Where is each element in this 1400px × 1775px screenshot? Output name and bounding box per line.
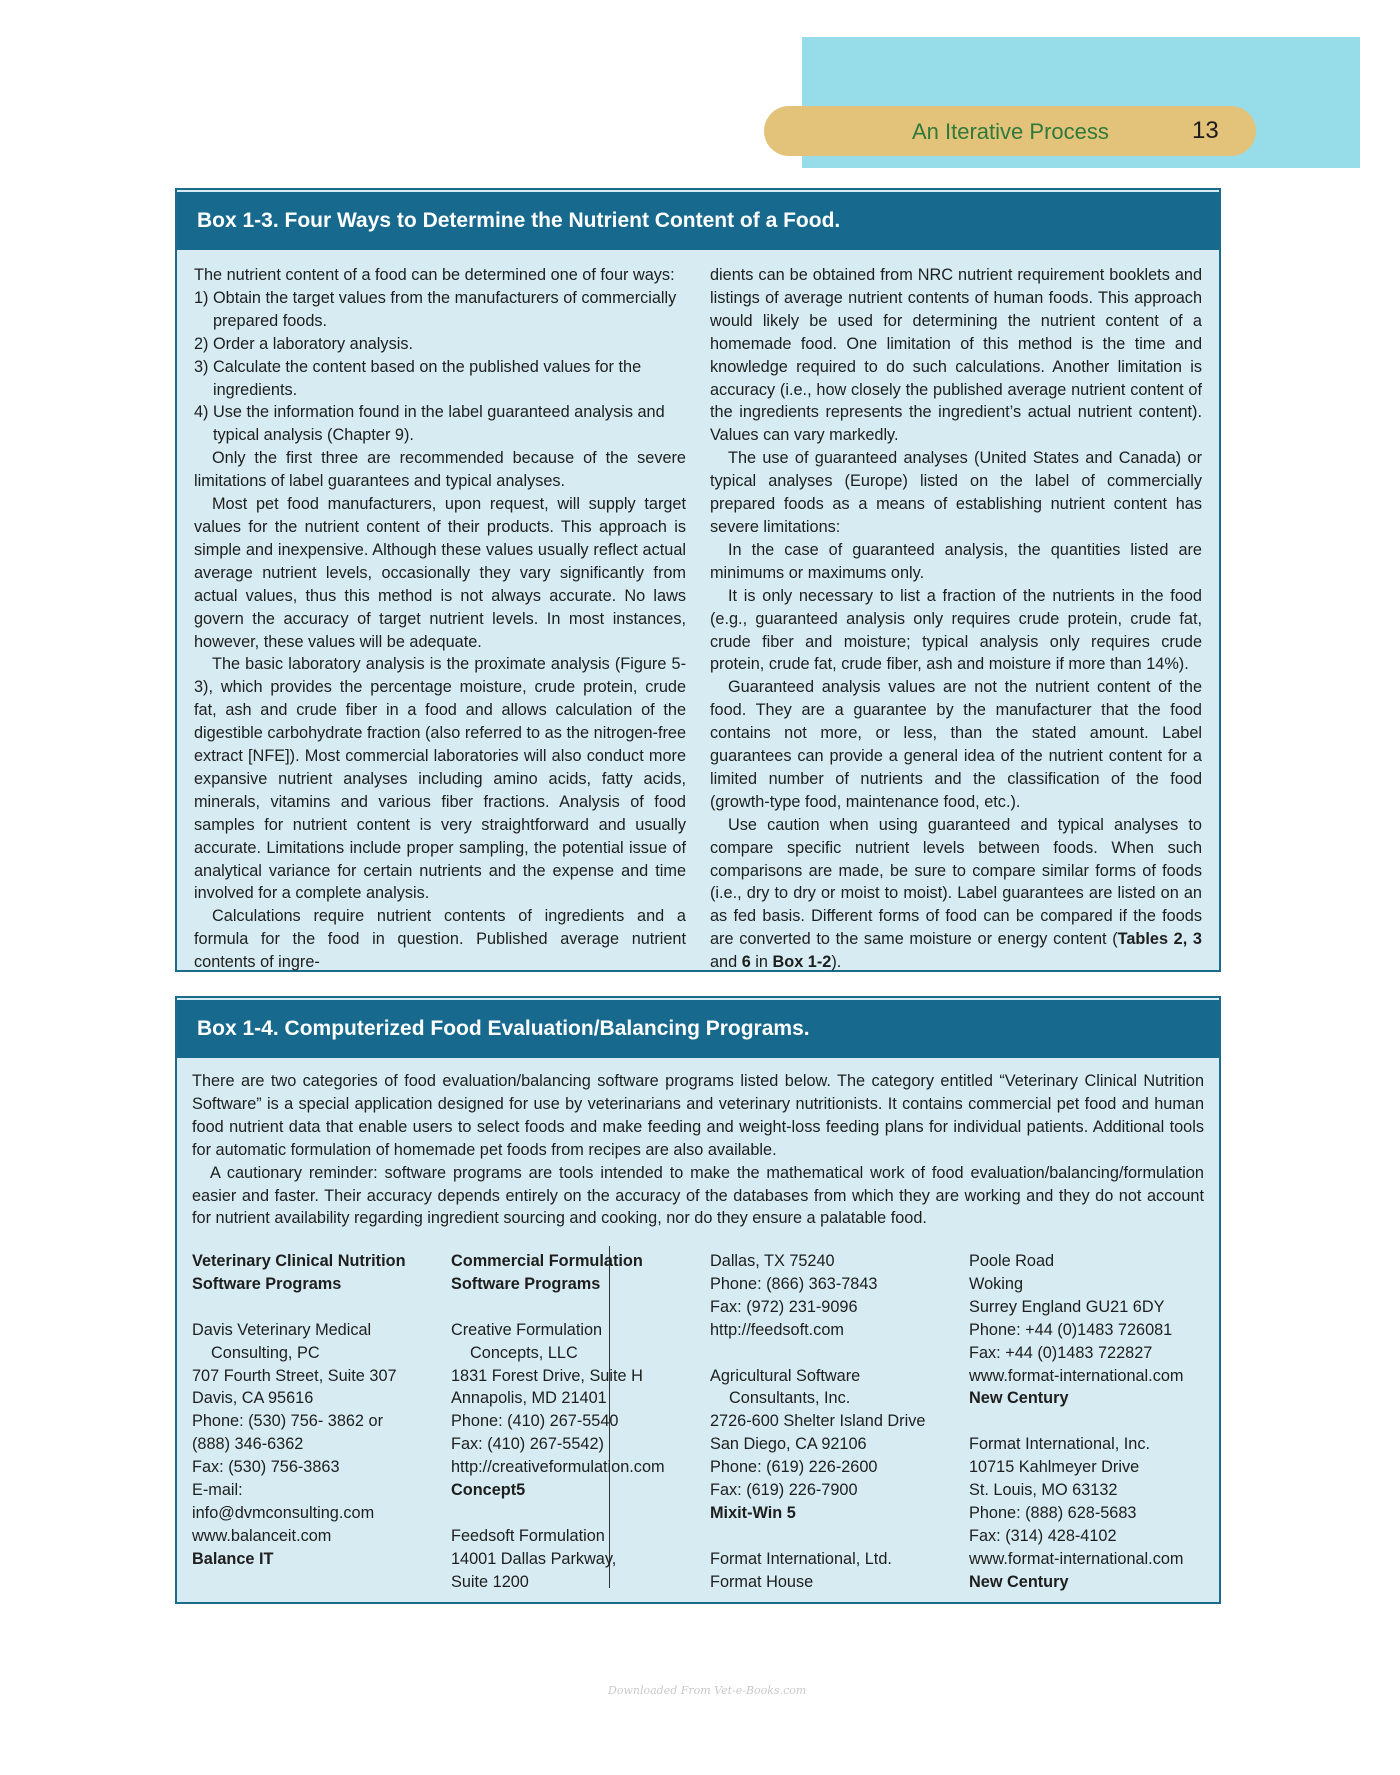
column-heading: Veterinary Clinical Nutrition: [192, 1252, 406, 1270]
text: in: [750, 953, 773, 972]
program-column-4: [969, 1250, 1208, 1594]
vendor-line: Dallas, TX 75240: [710, 1252, 835, 1270]
box-1-4-title: Box 1-4. Computerized Food Evaluation/Balancing Programs.: [177, 1000, 1219, 1058]
column-heading: Software Programs: [192, 1274, 342, 1293]
vendor-line: Concepts, LLC: [470, 1343, 578, 1362]
vendor-line: Format International, Inc.: [969, 1435, 1150, 1454]
vendor-line: E-mail:: [192, 1481, 243, 1500]
paragraph: Most pet food manufacturers, upon request, will supply target values for the nutrient content of their products. This approach is simple and inexpensive. Although these values usually reflect actual average nutrient levels, occasionally they vary significantly from actual values, thus this method is not always accurate. No laws govern the accuracy of target nutrient levels. In most instances, however, these values will be adequate.: [194, 495, 686, 651]
vendor-line: Surrey England GU21 6DY: [969, 1297, 1165, 1316]
paragraph-text: Use caution when using guaranteed and typical analyses to compare specific nutrient levels between foods. When such comparisons are made, be sure to compare similar forms of foods (i.e., dry to dry or moist to moist). Label guarantees are listed on an as fed basis. Different forms of food can be compared if the foods are converted to the same moisture or energy content (: [710, 815, 1202, 949]
vendor-line: www.balanceit.com: [192, 1526, 332, 1545]
paragraph: It is only necessary to list a fraction of the nutrients in the food (e.g., guaranteed analysis only requires crude protein, crude fat, crude fiber and moisture; typical analysis only requires crude protein, crude fat, crude fiber, ash and moisture if more than 14%).: [710, 586, 1202, 674]
page-number: 13: [1192, 117, 1219, 144]
vendor-line: Fax: (530) 756-3863: [192, 1458, 340, 1477]
vendor-line: Feedsoft Formulation: [451, 1526, 605, 1545]
vendor-line: (888) 346-6362: [192, 1435, 304, 1454]
text: and: [710, 953, 742, 972]
paragraph: Guaranteed analysis values are not the nutrient content of the food. They are a guarantee by the manufacturer that the food contains not more, or less, than the stated amount. Label guarantees can provide a general idea of the nutrient content for a limited number of nutrients and the classification of the food (growth-type food, maintenance food, etc.).: [710, 678, 1202, 811]
paragraph: The basic laboratory analysis is the proximate analysis (Figure 5-3), which provides the percentage moisture, crude protein, crude fat, ash and crude fiber in a food and allows calculation of the digestible carbohydrate fraction (also referred to as the nitrogen-free extract [NFE]). Most commercial laboratories will also conduct more expansive nutrient analyses including amino acids, fatty acids, minerals, vitamins and various fiber fractions. Analysis of food samples for nutrient content is very straightforward and usually accurate. Limitations include proper sampling, the potential issue of analytical variance for certain nutrients and the expense and time involved for a complete analysis.: [194, 655, 686, 903]
list-item: 1) Obtain the target values from the manufacturers of commercially prepared foods.: [194, 288, 677, 330]
vendor-line: Fax: (314) 428-4102: [969, 1526, 1117, 1545]
table-reference: Tables 2, 3: [1117, 930, 1202, 949]
vendor-line: 2726-600 Shelter Island Drive: [710, 1412, 926, 1431]
list-item: 4) Use the information found in the label guaranteed analysis and typical analysis (Chapter 9).: [194, 403, 665, 445]
vendor-line: 10715 Kahlmeyer Drive: [969, 1458, 1140, 1477]
list-item: 2) Order a laboratory analysis.: [194, 334, 413, 353]
vendor-line: Phone: +44 (0)1483 726081: [969, 1320, 1173, 1339]
paragraph: dients can be obtained from NRC nutrient requirement booklets and listings of average nutrient contents of human foods. This approach would likely be used for determining the nutrient content of a homemade food. One limitation of this method is the time and knowledge required to do such calculations. Another limitation is accuracy (i.e., how closely the published average nutrient content of the ingredients represents the ingredient’s actual nutrient content). Values can vary markedly.: [710, 266, 1202, 445]
paragraph-with-references: [710, 814, 1202, 974]
vendor-line: Fax: (972) 231-9096: [710, 1297, 858, 1316]
product-name: Balance IT: [192, 1549, 274, 1568]
table-reference: 6: [741, 953, 751, 972]
paragraph: Calculations require nutrient contents of ingredients and a formula for the food in question. Published average nutrient contents of ingre-: [194, 907, 686, 972]
paragraph: There are two categories of food evaluation/balancing software programs listed below. The category entitled “Veterinary Clinical Nutrition Software” is a special application designed for use by veterinarians and veterinary nutritionists. It contains commercial pet food and human food nutrient data that enable users to select foods and make feeding and weight-loss feeding plans for individual patients. Additional tools for automatic formulation of homemade pet foods from recipes are also available.: [192, 1072, 1204, 1159]
column-heading: Commercial Formulation: [451, 1252, 643, 1270]
column-heading: Software Programs: [451, 1274, 601, 1293]
product-name: New Century: [969, 1389, 1069, 1408]
vendor-line: www.format-international.com: [969, 1549, 1184, 1568]
vendor-line: Annapolis, MD 21401: [451, 1389, 607, 1408]
vendor-line: 707 Fourth Street, Suite 307: [192, 1366, 397, 1385]
box-1-3: [175, 188, 1221, 972]
box-1-4: [175, 996, 1221, 1604]
vendor-line: http://feedsoft.com: [710, 1320, 844, 1339]
box-1-3-right-column: [710, 264, 1202, 974]
chapter-title: An Iterative Process: [912, 119, 1109, 144]
program-column-2: [451, 1250, 706, 1594]
product-name: New Century: [969, 1572, 1069, 1591]
paragraph: A cautionary reminder: software programs are tools intended to make the mathematical work of food evaluation/balancing/formulation easier and faster. Their accuracy depends entirely on the accuracy of the databases from which they are working and they do not account for nutrient availability regarding ingredient sourcing and cooking, nor do they ensure a palatable food.: [192, 1163, 1204, 1228]
box-1-3-left-column: [194, 264, 686, 974]
paragraph: In the case of guaranteed analysis, the quantities listed are minimums or maximums only.: [710, 540, 1202, 582]
paragraph: The use of guaranteed analyses (United States and Canada) or typical analyses (Europe) listed on the label of commercially prepared foods as a means of establishing nutrient content has severe limitations:: [710, 449, 1202, 536]
vendor-line: Agricultural Software: [710, 1366, 861, 1385]
vendor-line: Phone: (530) 756- 3862 or: [192, 1412, 383, 1431]
vendor-line: info@dvmconsulting.com: [192, 1503, 375, 1522]
vendor-line: 1831 Forest Drive, Suite H: [451, 1366, 643, 1385]
watermark: Downloaded From Vet-e-Books.com: [608, 1684, 807, 1697]
vendor-line: Fax: +44 (0)1483 722827: [969, 1343, 1153, 1362]
program-listing: [192, 1250, 1208, 1591]
vendor-line: http://creativeformulation.com: [451, 1458, 665, 1477]
text: ).: [831, 953, 842, 972]
vendor-line: Davis Veterinary Medical: [192, 1320, 372, 1339]
box-reference: Box 1-2: [772, 953, 832, 972]
vendor-line: Format House: [710, 1572, 814, 1591]
vendor-line: Phone: (619) 226-2600: [710, 1458, 878, 1477]
vendor-line: 14001 Dallas Parkway,: [451, 1549, 617, 1568]
paragraph: The nutrient content of a food can be determined one of four ways:: [194, 266, 675, 284]
vendor-line: Poole Road: [969, 1252, 1055, 1270]
program-column-3: [710, 1250, 965, 1594]
vendor-line: Consulting, PC: [211, 1343, 320, 1362]
vendor-line: Phone: (866) 363-7843: [710, 1274, 878, 1293]
box-1-4-intro: [192, 1070, 1204, 1230]
list-item: 3) Calculate the content based on the published values for the ingredients.: [194, 357, 642, 399]
vendor-line: Format International, Ltd.: [710, 1549, 892, 1568]
vendor-line: St. Louis, MO 63132: [969, 1481, 1118, 1500]
vendor-line: Phone: (410) 267-5540: [451, 1412, 619, 1431]
paragraph: Only the first three are recommended because of the severe limitations of label guarantees and typical analyses.: [194, 449, 686, 491]
vendor-line: Creative Formulation: [451, 1320, 603, 1339]
vendor-line: Woking: [969, 1274, 1023, 1293]
vendor-line: Fax: (619) 226-7900: [710, 1481, 858, 1500]
vendor-line: Consultants, Inc.: [729, 1389, 851, 1408]
box-1-3-body: [194, 264, 1202, 974]
product-name: Concept5: [451, 1481, 526, 1500]
vendor-line: Phone: (888) 628-5683: [969, 1503, 1137, 1522]
vendor-line: Davis, CA 95616: [192, 1389, 314, 1408]
vendor-line: San Diego, CA 92106: [710, 1435, 867, 1454]
vendor-line: www.format-international.com: [969, 1366, 1184, 1385]
box-1-3-title: Box 1-3. Four Ways to Determine the Nutrient Content of a Food.: [177, 192, 1219, 250]
vendor-line: Fax: (410) 267-5542): [451, 1435, 604, 1454]
product-name: Mixit-Win 5: [710, 1503, 796, 1522]
program-column-1: [192, 1250, 447, 1571]
vendor-line: Suite 1200: [451, 1572, 529, 1591]
